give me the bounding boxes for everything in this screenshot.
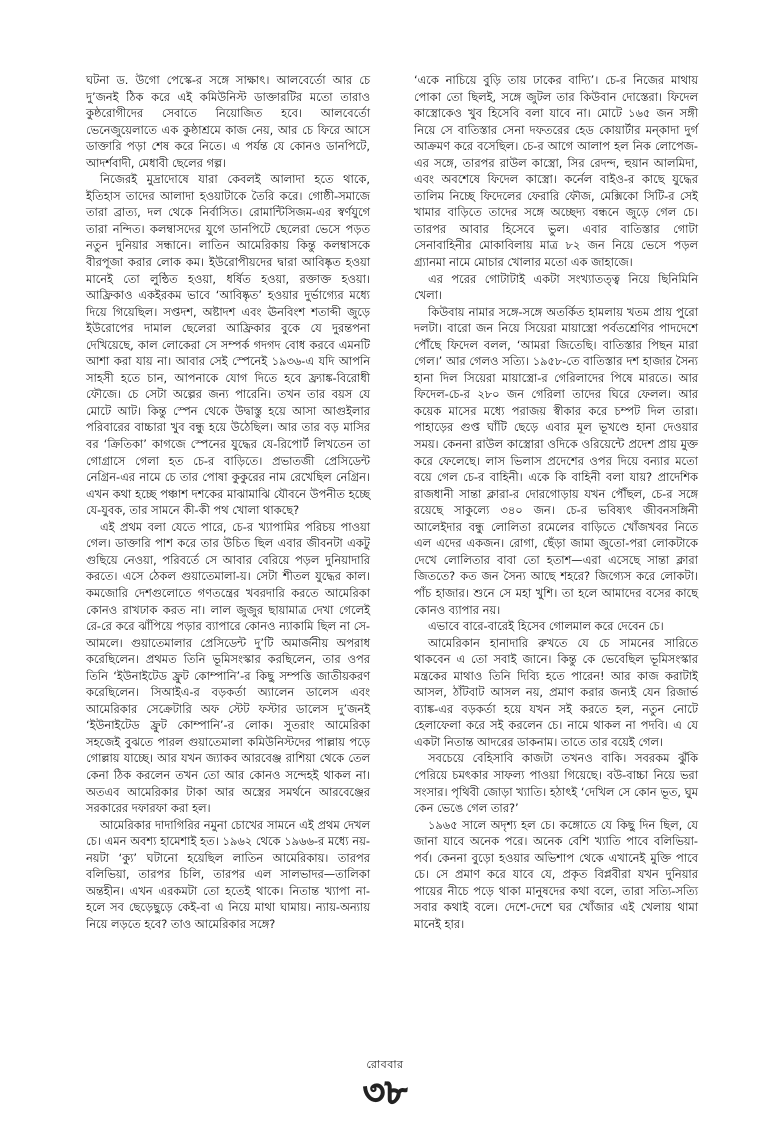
paragraph: আমেরিকান হানাদারি রুখতে যে চে সামনের সারিতে থাকবেন এ তো সবাই জানে। কিন্তু কে ভেবেছিল ভূমিসংস্কার মন্ত্রকের মাথাও তিনি দিব্যি হতে পারেন! আর কাজ করাটাই আসল, ঠাঁটবাট আসল নয়, প্রমাণ করার জন্যই যেন রিজার্ভ ব্যাঙ্ক-এর বড়কর্তা হয়ে যখন সই করতে হল, নতুন নোটে হেলাফেলা করে সই করলেন চে। নামে থাকল না পদবি। এ যে একটা নিতান্ত আদরের ডাকনাম। তাতে তার বয়েই গেল। <box>414 635 698 749</box>
paragraph: ১৯৬৫ সালে অদৃশ্য হল চে। কঙ্গোতে যে কিছু দিন ছিল, যে জানা যাবে অনেক পরে। অনেক বেশি খ্যাতি পাবে বলিভিয়া-পর্ব। কেননা বুড়ো হওয়ার অভিশাপ থেকে এখানেই মুক্তি পাবে চে। সে প্রমাণ করে যাবে যে, প্রকৃত বিপ্লবীরা যখন দুনিয়ার পায়ের নীচে পড়ে থাকা মানুষদের কথা বলে, তারা সত্যি-সত্যি সবার কথাই বলে। দেশে-দেশে ঘর খোঁজার এই খেলায় থামা মানেই হার। <box>414 817 698 931</box>
paragraph: নিজেরই মুদ্রাদোষে যারা কেবলই আলাদা হতে থাকে, ইতিহাস তাদের আলাদা হওয়াটাকে তৈরি করে। গোষ্ঠী-সমাজে তারা ব্রাত্য, দল থেকে নির্বাসিত। রোমান্টিসিজম-এর স্বর্ণযুগে তারা নন্দিত। কলম্বাসদের যুগে ডানপিটে ছেলেরা ভেসে পড়ত নতুন দুনিয়ার সন্ধানে। লাতিন আমেরিকায় কিন্তু কলম্বাসকে বীরপূজা করার লোক কম। ইউরোপীয়দের দ্বারা আবিষ্কৃত হওয়া মানেই তো লুন্ঠিত হওয়া, ধর্ষিত হওয়া, রক্তাক্ত হওয়া। আফ্রিকাও একইরকম ভাবে ‘আবিষ্কৃত’ হওয়ার দুর্ভাগ্যের মধ্যে দিয়ে গিয়েছিল। সপ্তদশ, অষ্টাদশ এবং ঊনবিংশ শতাব্দী জুড়ে ইউরোপের দামাল ছেলেরা আফ্রিকার বুকে যে দুরন্তপনা দেখিয়েছে, কাল লোকেরা সে সম্পর্ক গদগদ বোধ করবে এমনটি আশা করা যায় না। আবার সেই স্পেনেই ১৯৩৬-এ যদি আপনি সাহসী হতে চান, আপনাকে যোগ দিতে হবে ফ্র্যাঙ্ক-বিরোধী ফৌজে। চে সেটা অল্পের জন্য পারেনি। তখন তার বয়স যে মোটে আট। কিন্তু স্পেন থেকে উদ্বাস্তু হয়ে আসা আগুইলার পরিবারের বাচ্চারা খুব বন্ধু হয়ে উঠেছিল। আর তার বড় মাসির বর ‘ক্রিতিকা’ কাগজে স্পেনের যুদ্ধের যে-রিপোর্ট লিখতেন তা গোগ্রাসে গেলা হত চে-র বাড়িতে। প্রভাতজী প্রেসিডেন্ট নেগ্রিন-এর নামে চে তার পোষা কুকুরের নাম রেখেছিল নেগ্রিন। এখন কথা হচ্ছে পঞ্চাশ দশকের মাঝামাঝি যৌবনে উপনীত হচ্ছে যে-যুবক, তার সামনে কী-কী পথ খোলা থাকছে? <box>86 172 370 518</box>
right-column <box>414 72 698 932</box>
article-body <box>86 72 698 1052</box>
page-number: ৩৮ <box>362 1073 408 1113</box>
paragraph: ‘একে নাচিয়ে বুড়ি তায় ঢাকের বাদ্যি’। চে-র নিজের মাথায় পোকা তো ছিলই, সঙ্গে জুটল তার কিউবান দোস্তেরা। ফিদেল কাস্ত্রোকেও খুব হিসেবি বলা যাবে না। মোটে ১৬৫ জন সঙ্গী নিয়ে সে বাতিস্তার সেনা দফতরের হেড কোয়ার্টার মন্কাদা দুর্গ আক্রমণ করে বসেছিল। চে-র আগে আলাপ হল নিক লোপেজ-এর সঙ্গে, তারপর রাউল কাস্ত্রো, সির রেদন্দ, হুয়ান আলমিদা, এবং অবশেষে ফিদেল কাস্ত্রো। কর্নেল বাইও-র কাছে যুদ্ধের তালিম নিচ্ছে ফিদেলের ফেরারি ফৌজ, মেক্সিকো সিটি-র সেই খামার বাড়িতে তাদের সঙ্গে অচ্ছেদ্য বন্ধনে জুড়ে গেল চে। তারপর আবার হিসেবে ভুল। এবার বাতিস্তার গোটা সেনাবাহিনীর মোকাবিলায় মাত্র ৮২ জন নিয়ে ভেসে পড়ল গ্র্যানমা নামে মোচার খোলার মতো এক জাহাজে। <box>414 73 698 270</box>
paragraph: সবচেয়ে বেহিসাবি কাজটা তখনও বাকি। সবরকম ঝুঁকি পেরিয়ে চমৎকার সাফল্য পাওয়া গিয়েছে। বউ-বাচ্চা নিয়ে ভরা সংসার। পৃথিবী জোড়া খ্যাতি। হঠাৎই ‘দেখিল সে কোন ভূত, ঘুম কেন ভেঙে গেল তার?’ <box>414 751 698 816</box>
paragraph: কিউবায় নামার সঙ্গে-সঙ্গে অতর্কিত হামলায় খতম প্রায় পুরো দলটা। বারো জন নিয়ে সিয়েরা মায়াস্ত্রো পর্বতশ্রেণির পাদদেশে পৌঁছে ফিদেল বলল, ‘আমরা জিতেছি। বাতিস্তার পিছন মারা গেল।’ আর গেলও সত্যি। ১৯৫৮-তে বাতিস্তার দশ হাজার সৈন্য হানা দিল সিয়েরা মায়াস্ত্রো-র গেরিলাদের পিষে মারতে। আর ফিদেল-চে-র ২৮০ জন গেরিলা তাদের ঘিরে ফেলল। আর কয়েক মাসের মধ্যে পরাজয় স্বীকার করে চম্পট দিল তারা। পাহাড়ের গুপ্ত ঘাঁটি ছেড়ে এবার মূল ভূখণ্ডে হানা দেওয়ার সময়। কেননা রাউল কাস্ত্রোরা ওদিকে ওরিয়েন্টে প্রদেশ প্রায় মুক্ত করে ফেলেছে। লাস ভিলাস প্রদেশের ওপর দিয়ে বন্যার মতো বয়ে গেল চে-র বাহিনী। একে কি বাহিনী বলা যায়? প্রাদেশিক রাজধানী সান্তা ক্লারা-র দোরগোড়ায় যখন পৌঁছল, চে-র সঙ্গে রয়েছে সাকুল্যে ৩৪০ জন। চে-র ভবিষ্যৎ জীবনসঙ্গিনী আলেইদার বন্ধু লোলিতা রমেলের বাড়িতে খোঁজখবর নিতে এল এদের একজন। রোগা, ছেঁড়া জামা জুতো-পরা লোকটাকে দেখে লোলিতার বাবা তো হতাশ—এরা এসেছে সান্তা ক্লারা জিততে? কত জন সৈন্য আছে শহরে? জিগ্যেস করে লোকটা। পাঁচ হাজার। শুনে সে মহা খুশি। তা হলে আমাদের বসের কাছে কোনও ব্যাপার নয়। <box>414 304 698 617</box>
paragraph: আমেরিকার দাদাগিরির নমুনা চোখের সামনে এই প্রথম দেখল চে। এমন অবশ্য হামেশাই হত। ১৯৬২ থেকে ১৯৬৬-র মধ্যে নয়-নয়টা ‘ক্যু’ ঘটানো হয়েছিল লাতিন আমেরিকায়। তারপর বলিভিয়া, তারপর চিলি, তারপর এল সালভাদর—তালিকা অন্তহীন। এখন এরকমটা তো হতেই থাকে। নিতান্ত খ্যাপা না-হলে সব ছেড়েছুড়ে কেই-বা এ নিয়ে মাথা ঘামায়। ন্যায়-অন্যায় নিয়ে লড়তে হবে? তাও আমেরিকার সঙ্গে? <box>86 817 370 931</box>
page-footer <box>0 1056 770 1111</box>
left-column <box>86 72 370 932</box>
paragraph: এভাবে বারে-বারেই হিসেব গোলমাল করে দেবেন চে। <box>428 619 664 634</box>
paragraph: এই প্রথম বলা যেতে পারে, চে-র খ্যাপামির পরিচয় পাওয়া গেল। ডাক্তারি পাশ করে তার উচিত ছিল এবার জীবনটা একটু গুছিয়ে নেওয়া, পরিবর্তে সে আবার বেরিয়ে পড়ল দুনিয়াদারি করতে। এসে ঠেকল গুয়াতেমালা-য়। সেটা শীতল যুদ্ধের কাল। কমজোরি দেশগুলোতে গণতন্ত্রের খবরদারি করতে আমেরিকা কোনও রাখঢাক করত না। লাল জুজুর ছায়ামাত্র দেখা গেলেই রে-রে করে ঝাঁপিয়ে পড়ার ব্যাপারে কোনও ন্যাকামি ছিল না সে-আমলে। গুয়াতেমালার প্রেসিডেন্ট দু’টি অমার্জনীয় অপরাধ করেছিলেন। প্রথমত তিনি ভূমিসংস্কার করছিলেন, তার ওপর তিনি ‘ইউনাইটেড ফ্রুট কোম্পানি’-র কিছু সম্পত্তি জাতীয়করণ করেছিলেন। সিআইএ-র বড়কর্তা অ্যালেন ডালেস এবং আমেরিকার সেক্রেটারি অফ স্টেট ফস্টার ডালেস দু’জনই ‘ইউনাইটেড ফ্রুট কোম্পানি’-র লোক। সুতরাং আমেরিকা সহজেই বুঝতে পারল গুয়াতেমালা কমিউনিস্টদের পাল্লায় পড়ে গোল্লায় যাচ্ছে। আর যখন জ্যাকব আরবেঞ্জ রাশিয়া থেকে তেল কেনা ঠিক করলেন তখন তো আর কোনও সন্দেহই থাকল না। অতএব আমেরিকার টাকা আর অস্ত্রের সমর্থনে আরবেঞ্জের সরকারের দফারফা করা হল। <box>86 519 370 816</box>
paragraph: ঘটনা ড. উগো পেস্কে-র সঙ্গে সাক্ষাৎ। আলবের্তো আর চে দু’জনই ঠিক করে এই কমিউনিস্ট ডাক্তারটির মতো তারাও কুষ্ঠরোগীদের সেবাতে নিয়োজিত হবে। আলবের্তো ভেনেজুয়েলাতে এক কুষ্ঠাশ্রমে কাজ নেয়, আর চে ফিরে আসে ডাক্তারি পড়া শেষ করে নিতে। এ পর্যন্ত যে কোনও ডানপিটে, আদর্শবাদী, মেধাবী ছেলের গল্প। <box>86 73 370 170</box>
paragraph: এর পরের গোটাটাই একটা সংখ্যাতত্ত্ব নিয়ে ছিনিমিনি খেলা। <box>414 271 698 303</box>
magazine-name: রোববার <box>366 1058 404 1071</box>
